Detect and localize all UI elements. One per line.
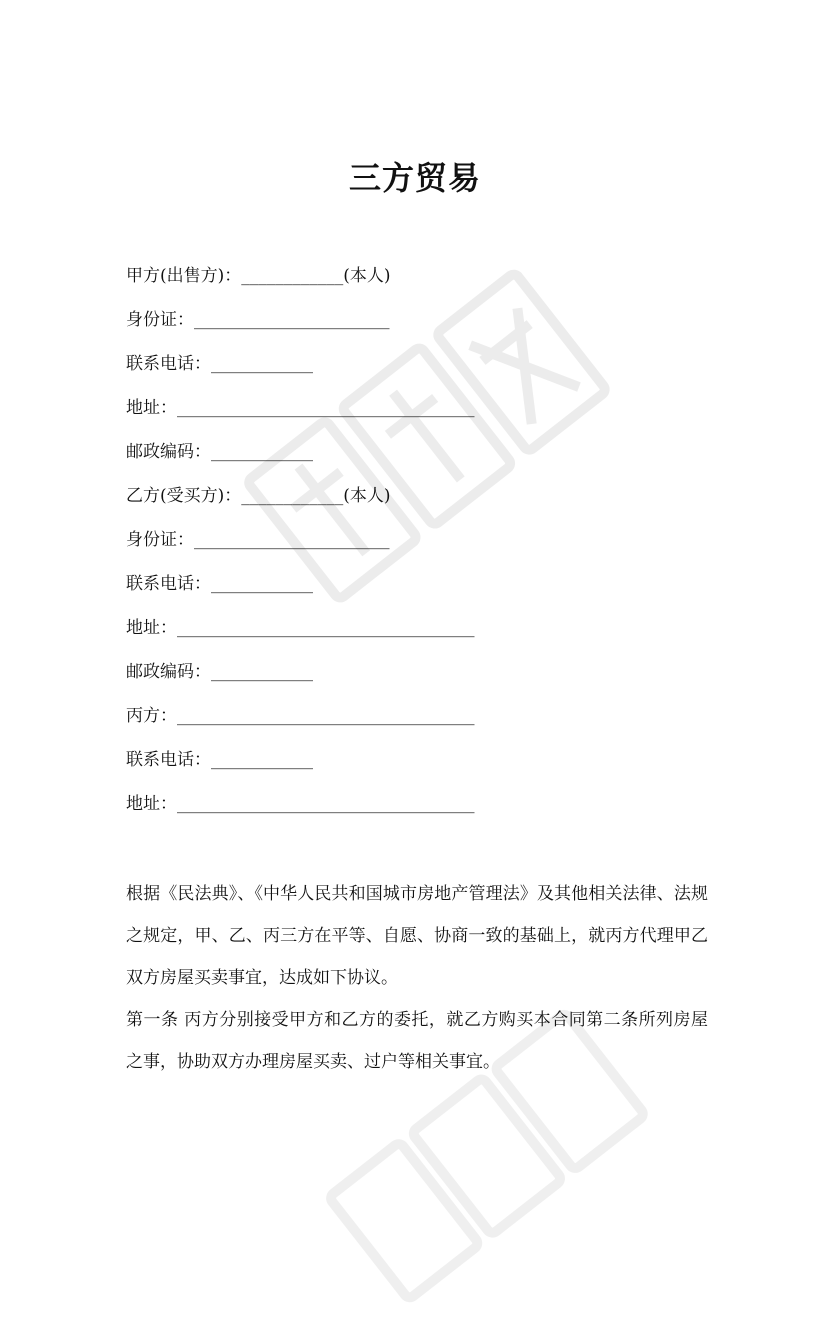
document-title: 三方贸易	[348, 159, 481, 197]
party-a-phone-line: 联系电话：____________	[126, 354, 313, 374]
party-a-postcode-line: 邮政编码：____________	[126, 442, 313, 462]
party-c-name-line: 丙方：___________________________________	[126, 706, 475, 726]
party-a-id-line: 身份证：_______________________	[126, 310, 390, 330]
party-b-postcode-line: 邮政编码：____________	[126, 662, 313, 682]
article-1-paragraph: 第一条 丙方分别接受甲方和乙方的委托，就乙方购买本合同第二条所列房屋之事，协助双方办理房屋买卖、过户等相关事宜。	[126, 1010, 708, 1072]
party-a-name-line: 甲方(出售方)：____________(本人)	[126, 266, 391, 286]
party-a-address-line: 地址：___________________________________	[126, 398, 475, 418]
contract-body	[126, 873, 708, 1083]
party-c-phone-line: 联系电话：____________	[126, 750, 313, 770]
party-b-phone-line: 联系电话：____________	[126, 574, 313, 594]
intro-paragraph: 根据《民法典》、《中华人民共和国城市房地产管理法》及其他相关法律、法规之规定，甲、乙、丙三方在平等、自愿、协商一致的基础上，就丙方代理甲乙双方房屋买卖事宜，达成如下协议。	[126, 884, 708, 988]
party-c-address-line: 地址：___________________________________	[126, 794, 475, 814]
party-b-id-line: 身份证：_______________________	[126, 530, 390, 550]
party-fields	[126, 262, 726, 834]
party-b-name-line: 乙方(受买方)：____________(本人)	[126, 486, 391, 506]
party-b-address-line: 地址：___________________________________	[126, 618, 475, 638]
